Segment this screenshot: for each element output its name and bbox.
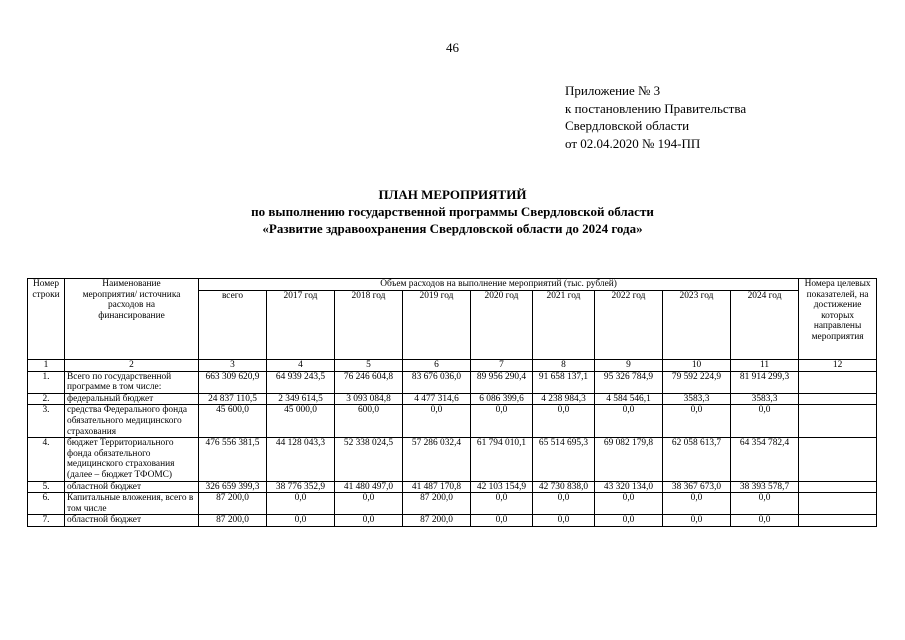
header-volume: Объем расходов на выполнение мероприятий (тыс. рублей): [199, 279, 799, 291]
row-number-cell: 5.: [28, 481, 65, 493]
amount-cell: 87 200,0: [199, 515, 267, 527]
amount-cell: 663 309 620,9: [199, 371, 267, 393]
column-number: 12: [799, 360, 877, 372]
amount-cell: 0,0: [595, 405, 663, 438]
amount-cell: 79 592 224,9: [663, 371, 731, 393]
amount-cell: 42 730 838,0: [533, 481, 595, 493]
amount-cell: 38 367 673,0: [663, 481, 731, 493]
row-name-cell: средства Федерального фонда обязательного медицинского страхования: [65, 405, 199, 438]
table-row: [28, 515, 877, 527]
amount-cell: 62 058 613,7: [663, 438, 731, 481]
column-number: 11: [731, 360, 799, 372]
amount-cell: 69 082 179,8: [595, 438, 663, 481]
amount-cell: 6 086 399,6: [471, 393, 533, 405]
header-targets: Номера целевых показателей, на достижение которых направлены мероприятия: [799, 279, 877, 360]
amount-cell: 0,0: [471, 515, 533, 527]
amount-cell: 41 487 170,8: [403, 481, 471, 493]
amount-cell: 0,0: [731, 405, 799, 438]
amount-cell: 95 326 784,9: [595, 371, 663, 393]
row-name-cell: областной бюджет: [65, 481, 199, 493]
amount-cell: 4 238 984,3: [533, 393, 595, 405]
amount-cell: 65 514 695,3: [533, 438, 595, 481]
amount-cell: 87 200,0: [403, 515, 471, 527]
amount-cell: 38 776 352,9: [267, 481, 335, 493]
amount-cell: 0,0: [471, 405, 533, 438]
row-number-cell: 4.: [28, 438, 65, 481]
targets-cell: [799, 438, 877, 481]
row-number-cell: 6.: [28, 493, 65, 515]
row-number-cell: 2.: [28, 393, 65, 405]
column-number: 3: [199, 360, 267, 372]
column-number: 2: [65, 360, 199, 372]
amount-cell: 0,0: [595, 515, 663, 527]
plan-table: [27, 278, 877, 527]
row-name-cell: областной бюджет: [65, 515, 199, 527]
targets-cell: [799, 393, 877, 405]
document-title: [0, 186, 905, 237]
table-row: [28, 493, 877, 515]
targets-cell: [799, 405, 877, 438]
amount-cell: 0,0: [663, 405, 731, 438]
amount-cell: 0,0: [471, 493, 533, 515]
amount-cell: 600,0: [335, 405, 403, 438]
header-year: 2017 год: [267, 291, 335, 360]
header-total: всего: [199, 291, 267, 360]
amount-cell: 44 128 043,3: [267, 438, 335, 481]
row-number-cell: 1.: [28, 371, 65, 393]
amount-cell: 89 956 290,4: [471, 371, 533, 393]
appendix-line: от 02.04.2020 № 194-ПП: [565, 135, 701, 151]
appendix-line: Приложение № 3: [565, 83, 661, 98]
amount-cell: 42 103 154,9: [471, 481, 533, 493]
targets-cell: [799, 515, 877, 527]
table-row: [28, 481, 877, 493]
amount-cell: 0,0: [731, 493, 799, 515]
table-row: [28, 371, 877, 393]
amount-cell: 3583,3: [663, 393, 731, 405]
column-number: 10: [663, 360, 731, 372]
targets-cell: [799, 371, 877, 393]
amount-cell: 0,0: [731, 515, 799, 527]
amount-cell: 41 480 497,0: [335, 481, 403, 493]
column-number: 5: [335, 360, 403, 372]
amount-cell: 0,0: [335, 515, 403, 527]
table-header-row: [28, 279, 877, 291]
amount-cell: 38 393 578,7: [731, 481, 799, 493]
amount-cell: 0,0: [267, 515, 335, 527]
amount-cell: 0,0: [267, 493, 335, 515]
column-number: 7: [471, 360, 533, 372]
header-year: 2021 год: [533, 291, 595, 360]
column-number: 6: [403, 360, 471, 372]
column-number: 8: [533, 360, 595, 372]
targets-cell: [799, 481, 877, 493]
amount-cell: 3583,3: [731, 393, 799, 405]
title-line: по выполнению государственной программы Свердловской области: [251, 204, 654, 219]
amount-cell: 476 556 381,5: [199, 438, 267, 481]
amount-cell: 0,0: [663, 493, 731, 515]
amount-cell: 76 246 604,8: [335, 371, 403, 393]
amount-cell: 0,0: [533, 515, 595, 527]
header-year: 2024 год: [731, 291, 799, 360]
header-year: 2023 год: [663, 291, 731, 360]
amount-cell: 91 658 137,1: [533, 371, 595, 393]
header-year: 2018 год: [335, 291, 403, 360]
row-number-cell: 3.: [28, 405, 65, 438]
header-name: Наименование мероприятия/ источника расходов на финансирование: [65, 279, 199, 360]
row-name-cell: Капитальные вложения, всего в том числе: [65, 493, 199, 515]
header-year: 2019 год: [403, 291, 471, 360]
amount-cell: 0,0: [335, 493, 403, 515]
appendix-line: Свердловской области: [565, 118, 690, 133]
amount-cell: 81 914 299,3: [731, 371, 799, 393]
title-line: ПЛАН МЕРОПРИЯТИЙ: [378, 187, 527, 202]
amount-cell: 326 659 399,3: [199, 481, 267, 493]
title-line: «Развитие здравоохранения Свердловской области до 2024 года»: [262, 221, 643, 236]
amount-cell: 87 200,0: [403, 493, 471, 515]
table-row: [28, 393, 877, 405]
amount-cell: 2 349 614,5: [267, 393, 335, 405]
amount-cell: 3 093 084,8: [335, 393, 403, 405]
amount-cell: 45 000,0: [267, 405, 335, 438]
amount-cell: 64 939 243,5: [267, 371, 335, 393]
header-year: 2020 год: [471, 291, 533, 360]
amount-cell: 87 200,0: [199, 493, 267, 515]
column-number: 4: [267, 360, 335, 372]
row-number-cell: 7.: [28, 515, 65, 527]
amount-cell: 0,0: [663, 515, 731, 527]
amount-cell: 4 584 546,1: [595, 393, 663, 405]
header-row-number: Номер строки: [28, 279, 65, 360]
appendix-block: [565, 82, 746, 152]
row-name-cell: федеральный бюджет: [65, 393, 199, 405]
amount-cell: 0,0: [533, 493, 595, 515]
amount-cell: 61 794 010,1: [471, 438, 533, 481]
amount-cell: 43 320 134,0: [595, 481, 663, 493]
amount-cell: 52 338 024,5: [335, 438, 403, 481]
row-name-cell: бюджет Территориального фонда обязательного медицинского страхования (далее – бюджет ТФОМС): [65, 438, 199, 481]
amount-cell: 24 837 110,5: [199, 393, 267, 405]
table-row: [28, 405, 877, 438]
targets-cell: [799, 493, 877, 515]
amount-cell: 64 354 782,4: [731, 438, 799, 481]
table-row: [28, 438, 877, 481]
appendix-line: к постановлению Правительства: [565, 100, 747, 116]
amount-cell: 83 676 036,0: [403, 371, 471, 393]
header-year: 2022 год: [595, 291, 663, 360]
amount-cell: 45 600,0: [199, 405, 267, 438]
column-number-row: [28, 360, 877, 372]
amount-cell: 4 477 314,6: [403, 393, 471, 405]
plan-rows: [28, 371, 877, 526]
row-name-cell: Всего по государственной программе в том числе:: [65, 371, 199, 393]
amount-cell: 0,0: [533, 405, 595, 438]
amount-cell: 57 286 032,4: [403, 438, 471, 481]
column-number: 1: [28, 360, 65, 372]
amount-cell: 0,0: [403, 405, 471, 438]
page-number: 46: [446, 40, 459, 55]
amount-cell: 0,0: [595, 493, 663, 515]
column-number: 9: [595, 360, 663, 372]
